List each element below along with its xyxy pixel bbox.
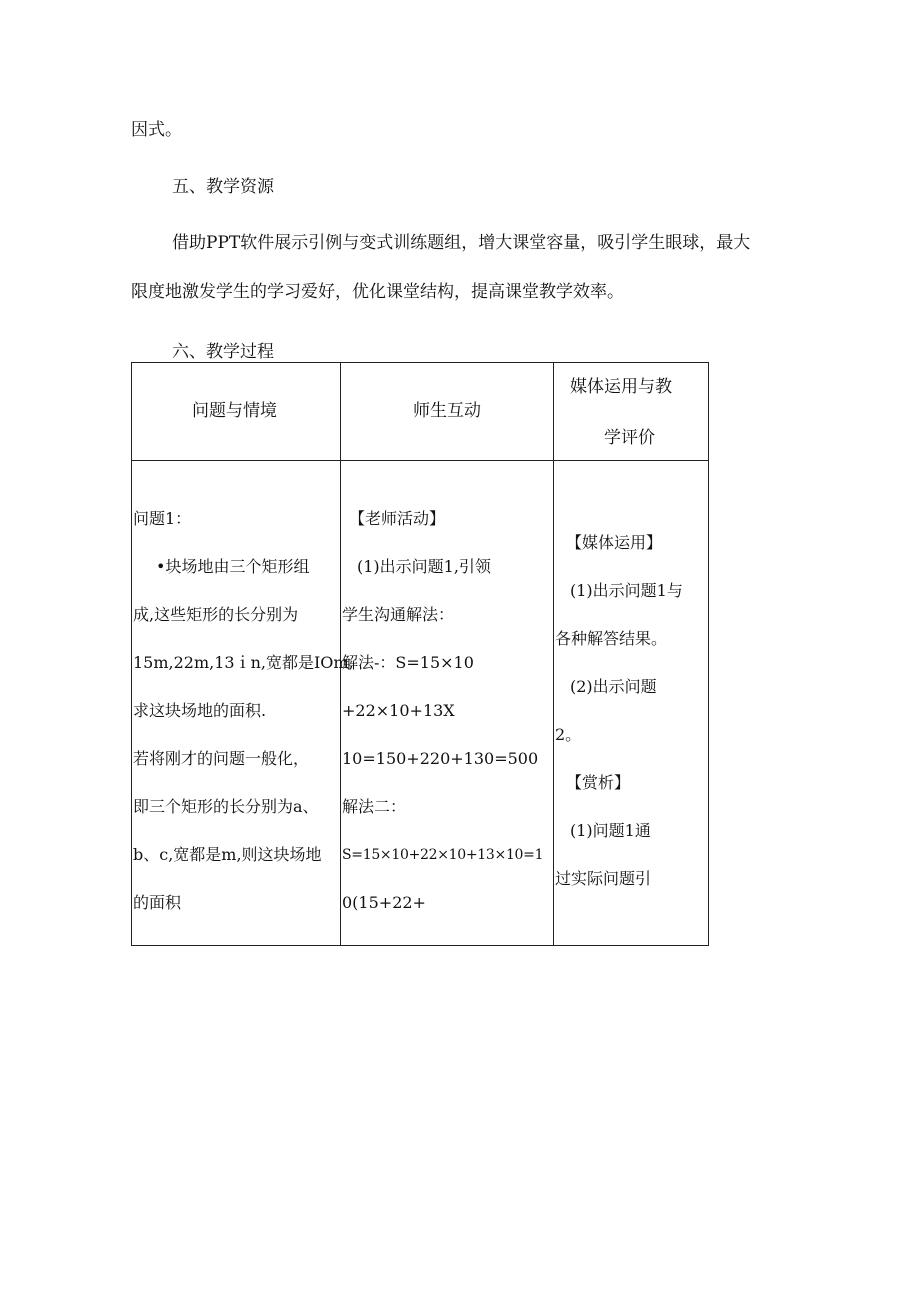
- media-line: 【赏析】: [566, 773, 631, 792]
- media-line: (1)出示问题1与: [570, 581, 683, 600]
- problem-line: 成,这些矩形的长分别为: [133, 605, 299, 624]
- header-media-label-line1: 媒体运用与教: [570, 377, 672, 397]
- interaction-line: 0(15+22+: [342, 893, 426, 912]
- problem-line: 即三个矩形的长分别为a、: [133, 797, 319, 816]
- table-header-row: [132, 363, 709, 461]
- interaction-line: 学生沟通解法：: [342, 605, 455, 624]
- problem-line: 问题1：: [133, 509, 192, 528]
- interaction-line: 解法二：: [342, 797, 407, 816]
- section6-heading: 六、教学过程: [172, 342, 274, 362]
- media-line: 各种解答结果。: [555, 629, 668, 648]
- interaction-line: +22×10+13X: [342, 701, 455, 720]
- interaction-line: S=15×10+22×10+13×10=1: [342, 847, 544, 863]
- problem-line: 15m,22m,13ｉn,宽都是IOm,: [133, 653, 354, 672]
- interaction-cell: [341, 461, 554, 946]
- intro-continuation: 因式。: [131, 120, 182, 140]
- header-media-label-line2: 学评价: [604, 428, 655, 448]
- header-cell-interaction: [341, 363, 554, 461]
- interaction-line: 解法-：S=15×10: [342, 653, 474, 672]
- header-cell-media: [554, 363, 709, 461]
- media-line: 2。: [555, 725, 582, 744]
- interaction-line: 【老师活动】: [349, 509, 446, 528]
- header-problem-label: 问题与情境: [192, 401, 277, 421]
- section5-paragraph-line2: 限度地激发学生的学习爱好，优化课堂结构，提高课堂教学效率。: [131, 282, 624, 302]
- interaction-line: (1)出示问题1,引领: [357, 557, 491, 576]
- interaction-line: 10=150+220+130=500: [342, 749, 539, 768]
- media-line: 【媒体运用】: [566, 533, 663, 552]
- header-interaction-label: 师生互动: [413, 401, 481, 421]
- problem-line: 若将刚才的问题一般化，: [133, 749, 310, 768]
- problem-line: b、c,宽都是m,则这块场地: [133, 845, 322, 864]
- table-body-row: [132, 461, 709, 946]
- problem-cell: [132, 461, 354, 946]
- section5-paragraph-line1: 借助PPT软件展示引例与变式训练题组，增大课堂容量，吸引学生眼球，最大: [172, 233, 751, 253]
- media-line: 过实际问题引: [555, 869, 652, 888]
- media-cell: [554, 461, 709, 946]
- media-line: (2)出示问题: [570, 677, 657, 696]
- problem-line: 的面积: [133, 893, 182, 912]
- media-line: (1)问题1通: [570, 821, 651, 840]
- problem-line: •块场地由三个矩形组: [156, 557, 310, 576]
- teaching-process-table: [131, 362, 709, 946]
- problem-line: 求这块场地的面积.: [133, 701, 267, 720]
- header-cell-problem: [132, 363, 341, 461]
- section5-heading: 五、教学资源: [172, 177, 274, 197]
